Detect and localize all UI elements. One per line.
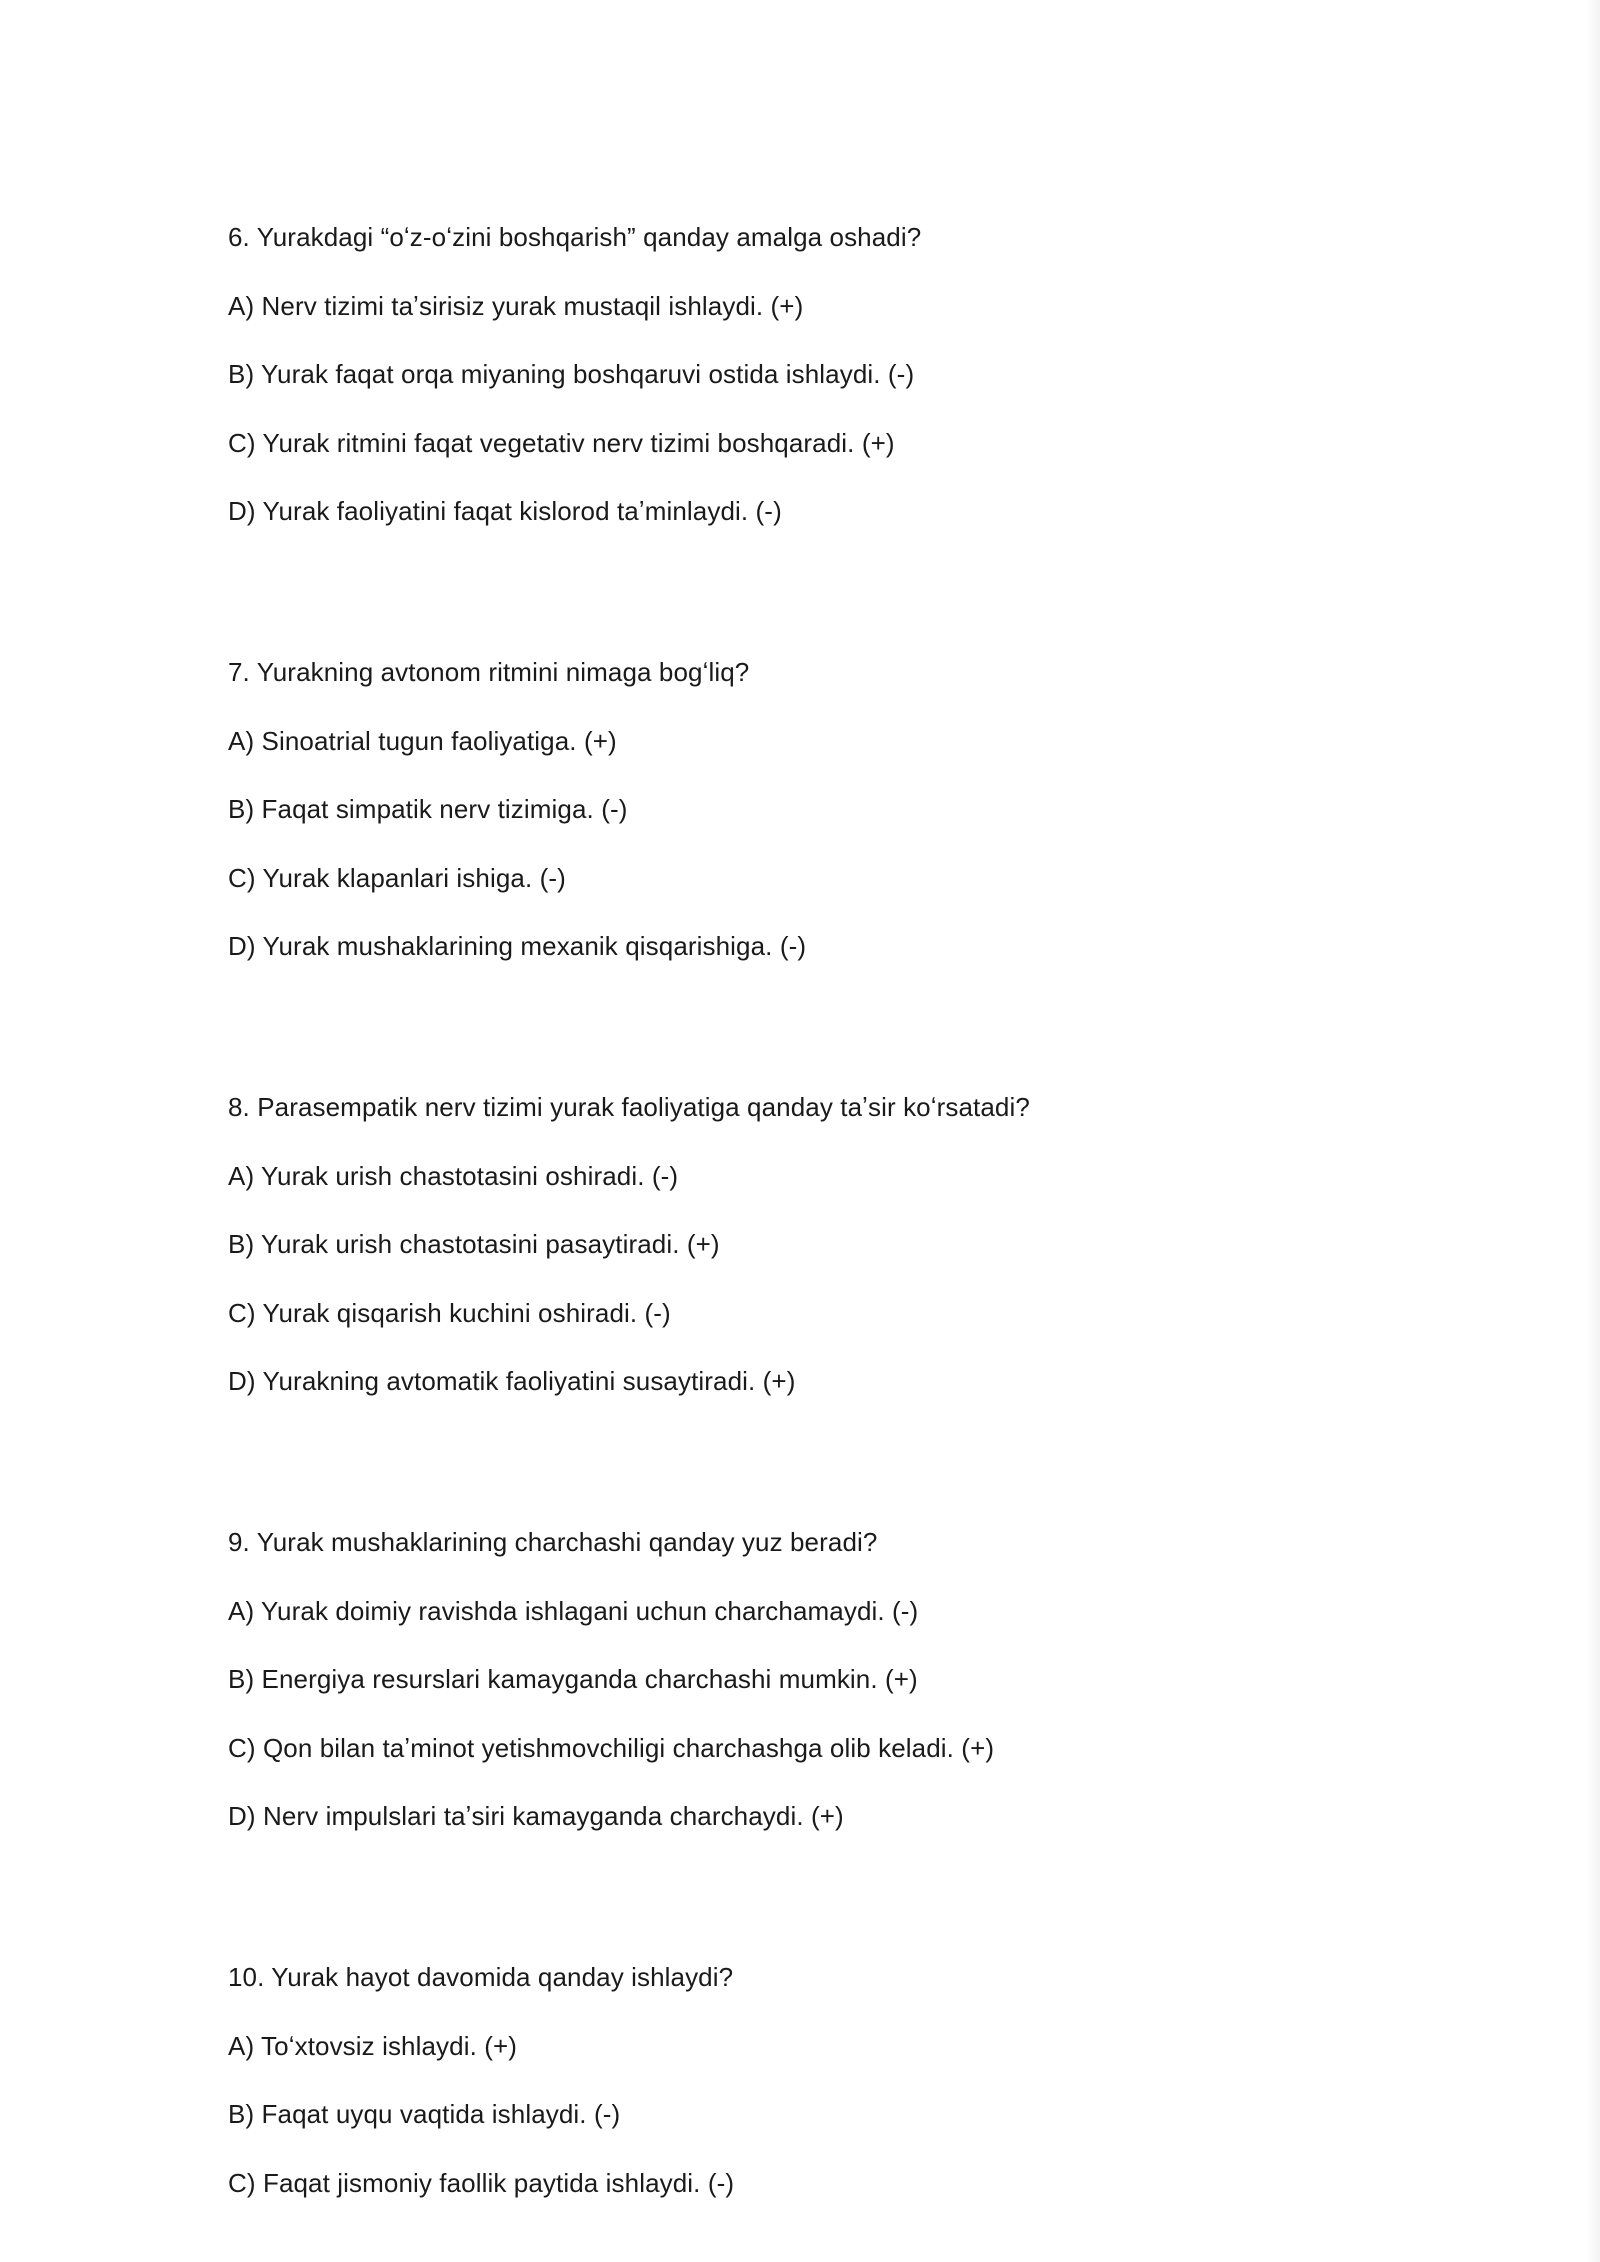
answer-option-c: C) Yurak ritmini faqat vegetativ nerv tizimi boshqaradi. (+)	[228, 427, 895, 458]
question-text: 10. Yurak hayot davomida qanday ishlaydi?	[228, 1962, 734, 1992]
question-text: 8. Parasempatik nerv tizimi yurak faoliyatiga qanday taʼsir koʻrsatadi?	[228, 1092, 1030, 1122]
answer-option-c: C) Yurak qisqarish kuchini oshiradi. (-)	[228, 1297, 671, 1328]
question-8	[228, 1090, 1408, 1398]
answer-option-c: C) Faqat jismoniy faollik paytida ishlaydi. (-)	[228, 2167, 735, 2198]
answer-option-d: D) Yurakning avtomatik faoliyatini susaytiradi. (+)	[228, 1366, 796, 1396]
answer-option-d: D) Yurak mushaklarining mexanik qisqarishiga. (-)	[228, 931, 807, 961]
question-10	[228, 1960, 1408, 2200]
answer-option-b: B) Yurak faqat orqa miyaning boshqaruvi ostida ishlaydi. (-)	[228, 359, 915, 389]
answer-option-d: D) Nerv impulslari taʼsiri kamayganda charchaydi. (+)	[228, 1801, 844, 1831]
page-edge-shadow	[1586, 0, 1600, 2262]
answer-option-c: C) Yurak klapanlari ishiga. (-)	[228, 862, 566, 893]
answer-option-b: B) Energiya resurslari kamayganda charchashi mumkin. (+)	[228, 1664, 918, 1694]
answer-option-b: B) Yurak urish chastotasini pasaytiradi. (+)	[228, 1229, 720, 1259]
answer-option-d: D) Yurak faoliyatini faqat kislorod taʼminlaydi. (-)	[228, 496, 782, 526]
answer-option-a: A) Sinoatrial tugun faoliyatiga. (+)	[228, 725, 617, 756]
question-text: 9. Yurak mushaklarining charchashi qanday yuz beradi?	[228, 1527, 878, 1557]
answer-option-a: A) Toʻxtovsiz ishlaydi. (+)	[228, 2030, 518, 2061]
answer-option-a: A) Nerv tizimi taʼsirisiz yurak mustaqil ishlaydi. (+)	[228, 290, 804, 321]
question-9	[228, 1525, 1408, 1833]
answer-option-a: A) Yurak doimiy ravishda ishlagani uchun charchamaydi. (-)	[228, 1595, 919, 1626]
question-6	[228, 220, 1408, 528]
question-text: 7. Yurakning avtonom ritmini nimaga bogʻliq?	[228, 657, 750, 687]
question-text: 6. Yurakdagi “oʻz-oʻzini boshqarish” qanday amalga oshadi?	[228, 222, 922, 252]
answer-option-b: B) Faqat uyqu vaqtida ishlaydi. (-)	[228, 2099, 621, 2129]
question-7	[228, 655, 1408, 963]
answer-option-c: C) Qon bilan taʼminot yetishmovchiligi charchashga olib keladi. (+)	[228, 1732, 995, 1763]
answer-option-b: B) Faqat simpatik nerv tizimiga. (-)	[228, 794, 628, 824]
answer-option-a: A) Yurak urish chastotasini oshiradi. (-)	[228, 1160, 679, 1191]
question-list	[228, 220, 1408, 2200]
